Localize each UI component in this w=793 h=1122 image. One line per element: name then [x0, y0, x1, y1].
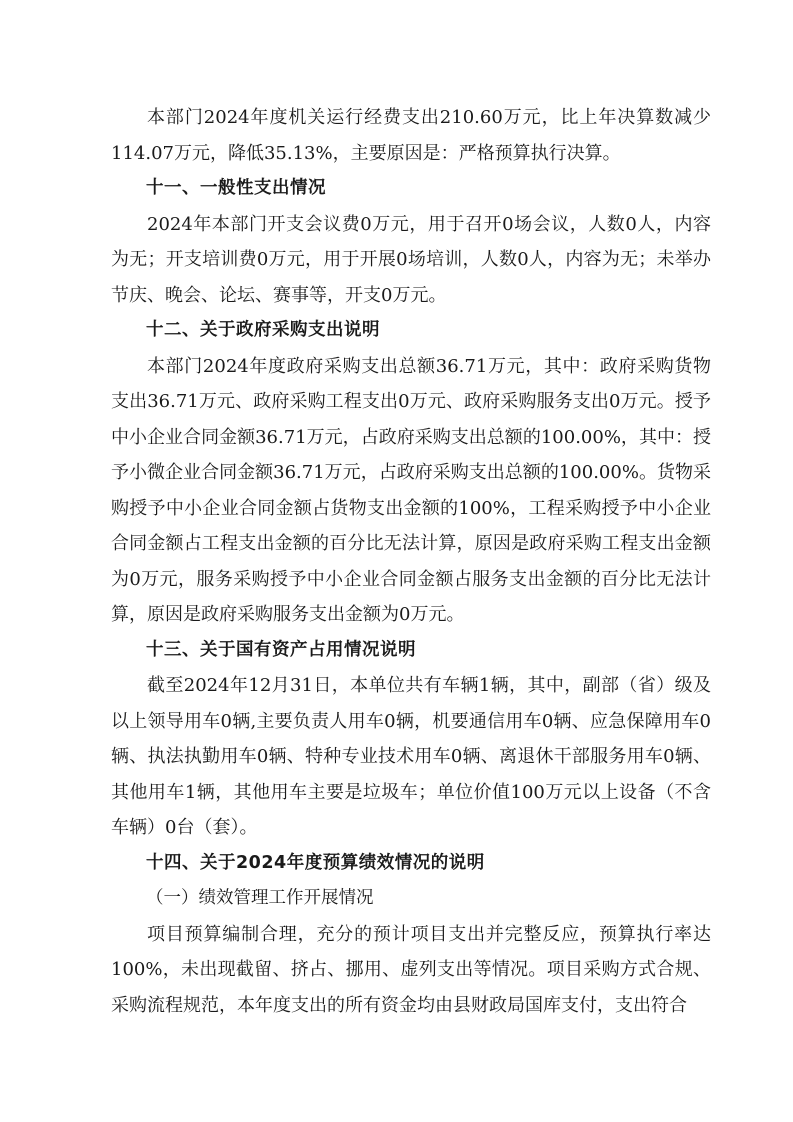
document-page — [111, 100, 711, 1023]
paragraph-procurement: 本部门2024年度政府采购支出总额36.71万元，其中：政府采购货物支出36.71万元、政府采购工程支出0万元、政府采购服务支出0万元。授予中小企业合同金额36.71万元，占政府采购支出总额的100.00%，其中：授予小微企业合同金额36.71万元，占政府采购支出总额的100.00%。货物采购授予中小企业合同金额占货物支出金额的100%，工程采购授予中小企业合同金额占工程支出金额的百分比无法计算，原因是政府采购工程支出金额为0万元，服务采购授予中小企业合同金额占服务支出金额的百分比无法计算，原因是政府采购服务支出金额为0万元。 — [111, 355, 711, 625]
paragraph-state-assets: 截至2024年12月31日，本单位共有车辆1辆，其中，副部（省）级及以上领导用车0辆,主要负责人用车0辆，机要通信用车0辆、应急保障用车0辆、执法执勤用车0辆、特种专业技术用车0辆、离退休干部服务用车0辆、其他用车1辆，其他用车主要是垃圾车；单位价值100万元以上设备（不含车辆）0台（套）。 — [111, 675, 711, 838]
section-heading-performance: 十四、关于2024年度预算绩效情况的说明 — [146, 852, 485, 873]
section-heading-state-assets: 十三、关于国有资产占用情况说明 — [146, 639, 416, 660]
paragraph-general-expenditure: 2024年本部门开支会议费0万元，用于召开0场会议，人数0人，内容为无；开支培训费0万元，用于开展0场培训，人数0人，内容为无；未举办节庆、晚会、论坛、赛事等，开支0万元。 — [111, 213, 711, 306]
section-heading-procurement: 十二、关于政府采购支出说明 — [146, 320, 380, 340]
paragraph-performance-management: 项目预算编制合理，充分的预计项目支出并完整反应，预算执行率达100%，未出现截留、挤占、挪用、虚列支出等情况。项目采购方式合规、采购流程规范，本年度支出的所有资金均由县财政局国库支付，支出符合 — [111, 923, 711, 1016]
section-heading-general-expenditure: 十一、一般性支出情况 — [146, 178, 326, 198]
paragraph-operating-expenses: 本部门2024年度机关运行经费支出210.60万元，比上年决算数减少114.07万元，降低35.13%，主要原因是：严格预算执行决算。 — [111, 107, 711, 164]
subsection-heading-performance-management: （一）绩效管理工作开展情况 — [146, 888, 374, 908]
